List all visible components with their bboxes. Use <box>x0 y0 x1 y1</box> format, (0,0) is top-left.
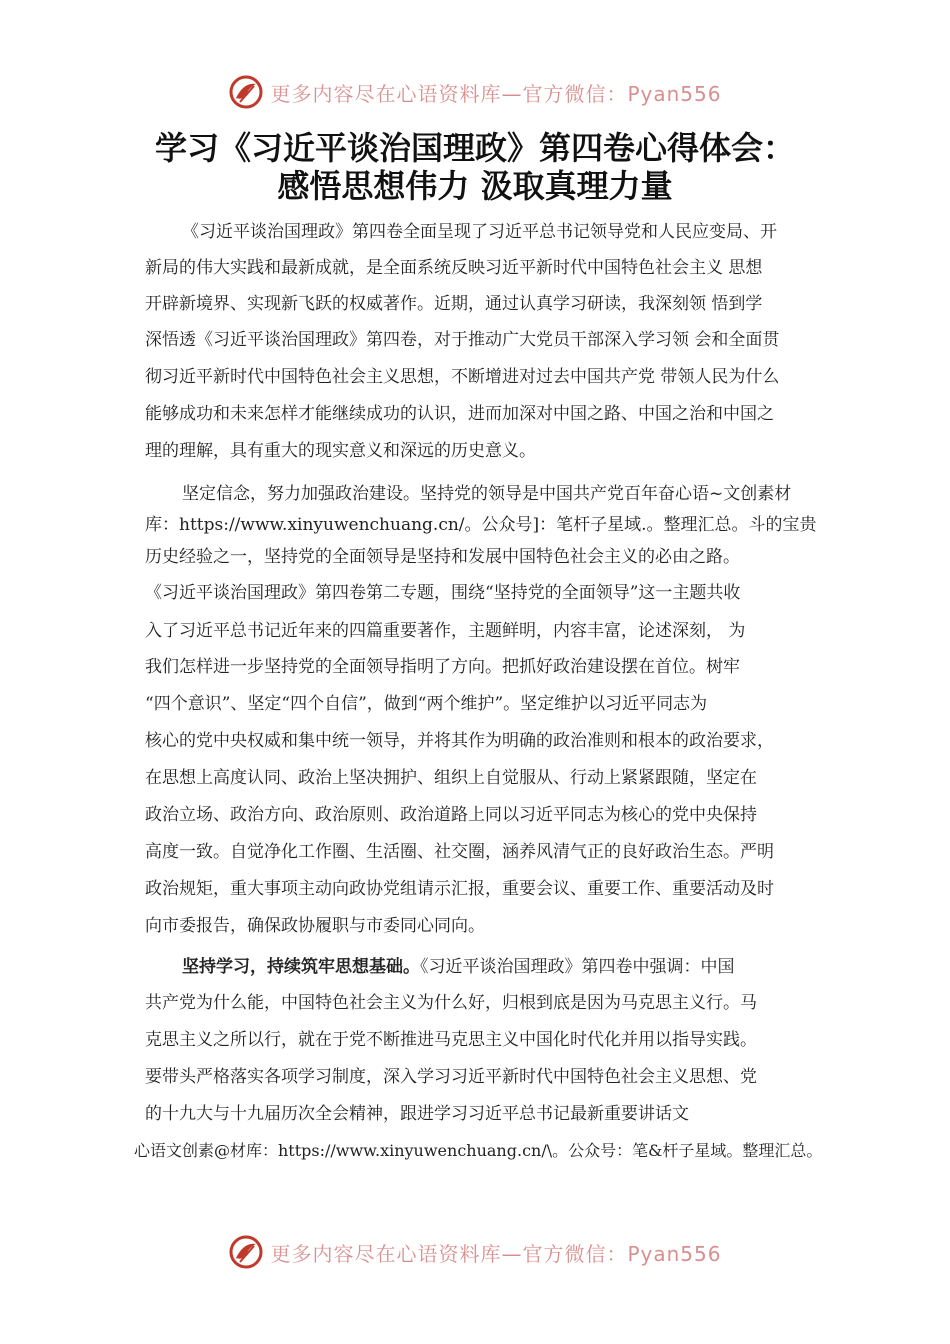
paragraph-line: 历史经验之一，坚持党的全面领导是坚持和发展中国特色社会主义的必由之路。 <box>145 547 740 567</box>
banner-text: 更多内容尽在心语资料库—官方微信：Pyan556 <box>270 1241 722 1266</box>
brand-logo-icon <box>228 1234 264 1270</box>
paragraph-line: 我们怎样进一步坚持党的全面领导指明了方向。把抓好政治建设摆在首位。树牢 <box>145 657 740 677</box>
paragraph-line: 政治立场、政治方向、政治原则、政治道路上同以习近平同志为核心的党中央保持 <box>145 805 757 825</box>
header-banner <box>0 72 950 112</box>
paragraph-line: 库：https://www.xinyuwenchuang.cn/。公众号]：笔杆子星域.。整理汇总。斗的宝贵 <box>145 515 817 535</box>
paragraph-line: 深悟透《习近平谈治国理政》第四卷，对于推动广大党员干部深入学习领 会和全面贯 <box>145 330 780 350</box>
brand-logo-icon <box>228 74 264 110</box>
paragraph-line: 彻习近平新时代中国特色社会主义思想，不断增进对过去中国共产党 带领人民为什么 <box>145 367 780 387</box>
paragraph-line: 《习近平谈治国理政》第四卷第二专题，围绕“坚持党的全面领导”这一主题共收 <box>145 583 741 603</box>
paragraph-line: 共产党为什么能，中国特色社会主义为什么好，归根到底是因为马克思主义行。马 <box>145 993 757 1013</box>
paragraph-line: 开辟新境界、实现新飞跃的权威著作。近期，通过认真学习研读，我深刻领 悟到学 <box>145 294 763 314</box>
paragraph-line: 要带头严格落实各项学习制度，深入学习习近平新时代中国特色社会主义思想、党 <box>145 1067 757 1087</box>
paragraph-line: 坚定信念，努力加强政治建设。坚持党的领导是中国共产党百年奋心语~文创素材 <box>182 484 792 504</box>
paragraph-line: 在思想上高度认同、政治上坚决拥护、组织上自觉服从、行动上紧紧跟随，坚定在 <box>145 768 757 788</box>
footer-note: 心语文创素@材库：https://www.xinyuwenchuang.cn/\。公众号：笔&杆子星域。整理汇总。 <box>134 1141 823 1160</box>
banner-text: 更多内容尽在心语资料库—官方微信：Pyan556 <box>270 81 722 106</box>
footer-banner <box>0 1232 950 1272</box>
paragraph-line: 核心的党中央权威和集中统一领导，并将其作为明确的政治准则和根本的政治要求， <box>145 731 774 751</box>
paragraph-lead-bold: 坚持学习，持续筑牢思想基础。 <box>182 957 420 977</box>
paragraph-line: “四个意识”、坚定“四个自信”，做到“两个维护”。坚定维护以习近平同志为 <box>145 694 708 714</box>
page-title-line2: 感悟思想伟力 汲取真理力量 <box>277 167 673 205</box>
page-title-line1: 学习《习近平谈治国理政》第四卷心得体会： <box>154 129 795 167</box>
paragraph-line: 克思主义之所以行，就在于党不断推进马克思主义中国化时代化并用以指导实践。 <box>145 1030 757 1050</box>
paragraph-line: 高度一致。自觉净化工作圈、生活圈、社交圈，涵养风清气正的良好政治生态。严明 <box>145 842 774 862</box>
paragraph-lead-rest: 《习近平谈治国理政》第四卷中强调：中国 <box>420 957 735 977</box>
paragraph-line: 向市委报告，确保政协履职与市委同心同向。 <box>145 916 485 936</box>
paragraph-line: 能够成功和未来怎样才能继续成功的认识，进而加深对中国之路、中国之治和中国之 <box>145 404 774 424</box>
paragraph-line: 入了习近平总书记近年来的四篇重要著作，主题鲜明，内容丰富，论述深刻， 为 <box>145 621 746 641</box>
paragraph-line: 政治规矩，重大事项主动向政协党组请示汇报，重要会议、重要工作、重要活动及时 <box>145 879 774 899</box>
paragraph-line: 新局的伟大实践和最新成就，是全面系统反映习近平新时代中国特色社会主义 思想 <box>145 258 763 278</box>
paragraph-line: 《习近平谈治国理政》第四卷全面呈现了习近平总书记领导党和人民应变局、开 <box>182 222 777 242</box>
paragraph-lead-line <box>182 956 735 978</box>
paragraph-line: 的十九大与十九届历次全会精神，跟进学习习近平总书记最新重要讲话文 <box>145 1104 689 1124</box>
paragraph-line: 理的理解，具有重大的现实意义和深远的历史意义。 <box>145 441 536 461</box>
